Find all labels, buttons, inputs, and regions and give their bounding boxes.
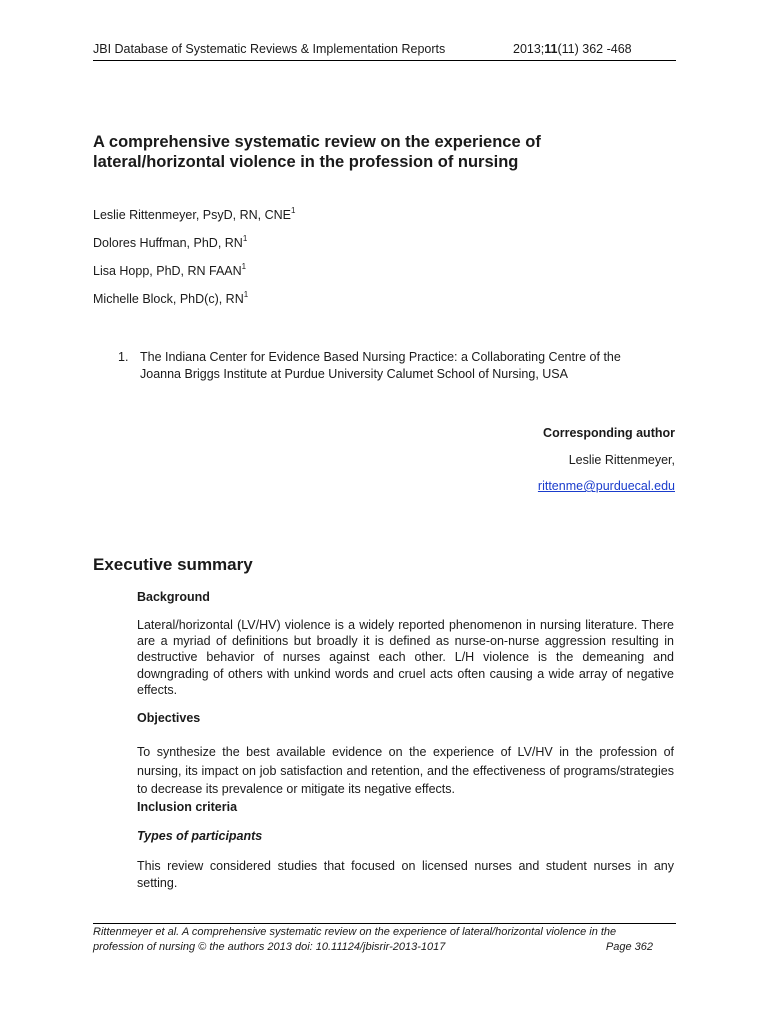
participants-paragraph: This review considered studies that focused on licensed nurses and student nurses in any setting. (137, 859, 674, 890)
journal-name: JBI Database of Systematic Reviews & Implementation Reports (93, 42, 446, 56)
title-line-1: A comprehensive systematic review on the experience of (93, 133, 541, 151)
author-name: Dolores Huffman, PhD, RN (93, 236, 243, 250)
affiliation-number: 1. (118, 350, 129, 364)
author-name: Lisa Hopp, PhD, RN FAAN (93, 264, 242, 278)
author-affiliation-mark: 1 (241, 262, 247, 271)
author-affiliation-mark: 1 (290, 206, 296, 215)
author-1 (93, 208, 295, 222)
corresponding-author-name: Leslie Rittenmeyer, (568, 453, 675, 467)
affiliation-line-1: The Indiana Center for Evidence Based Nursing Practice: a Collaborating Centre of the (140, 350, 621, 364)
footer-rule (93, 923, 676, 924)
background-heading: Background (137, 590, 210, 604)
header-rule (93, 60, 676, 61)
affiliation-text (140, 349, 670, 383)
author-name: Michelle Block, PhD(c), RN (93, 292, 244, 306)
footer-copyright-doi: profession of nursing © the authors 2013 doi: 10.11124/jbisrir-2013-1017 (93, 941, 446, 953)
types-of-participants-heading: Types of participants (137, 829, 263, 843)
author-3 (93, 264, 246, 278)
title-line-2: lateral/horizontal violence in the profession of nursing (93, 153, 519, 171)
footer-citation-line-1: Rittenmeyer et al. A comprehensive systematic review on the experience of lateral/horizontal violence in the (93, 926, 617, 938)
author-name: Leslie Rittenmeyer, PsyD, RN, CNE (93, 208, 291, 222)
citation-volume: 11 (544, 42, 558, 56)
background-paragraph: Lateral/horizontal (LV/HV) violence is a widely reported phenomenon in nursing literature. There are a myriad of definitions but broadly it is defined as nurse-on-nurse aggression resulting in destructive behavior of nurses against each other. L/H violence is the demeaning and downgrading of others with unkind words and cruel acts often causing a wide array of negative effects. (137, 618, 674, 697)
citation-issue-pages: (11) 362 -468 (557, 42, 632, 56)
citation-year: 2013; (513, 42, 545, 56)
author-4 (93, 292, 248, 306)
author-affiliation-mark: 1 (242, 234, 248, 243)
page-number: Page 362 (605, 941, 653, 953)
article-title (93, 132, 653, 172)
footer-citation-line-2 (93, 940, 653, 955)
corresponding-author-email-link[interactable]: rittenme@purduecal.edu (537, 479, 675, 493)
journal-citation (513, 42, 632, 56)
executive-summary-heading: Executive summary (93, 555, 253, 574)
objectives-heading: Objectives (137, 711, 201, 725)
corresponding-author-label: Corresponding author (543, 426, 675, 440)
affiliation-line-2: Joanna Briggs Institute at Purdue University Calumet School of Nursing, USA (140, 367, 568, 381)
author-2 (93, 236, 247, 250)
running-header (93, 42, 676, 62)
author-affiliation-mark: 1 (243, 290, 249, 299)
objectives-paragraph: To synthesize the best available evidence on the experience of LV/HV in the profession of nursing, its impact on job satisfaction and retention, and the effectiveness of programs/strategies to decrease its prevalence or mitigate its negative effects. (137, 745, 674, 796)
inclusion-criteria-heading: Inclusion criteria (137, 800, 238, 814)
